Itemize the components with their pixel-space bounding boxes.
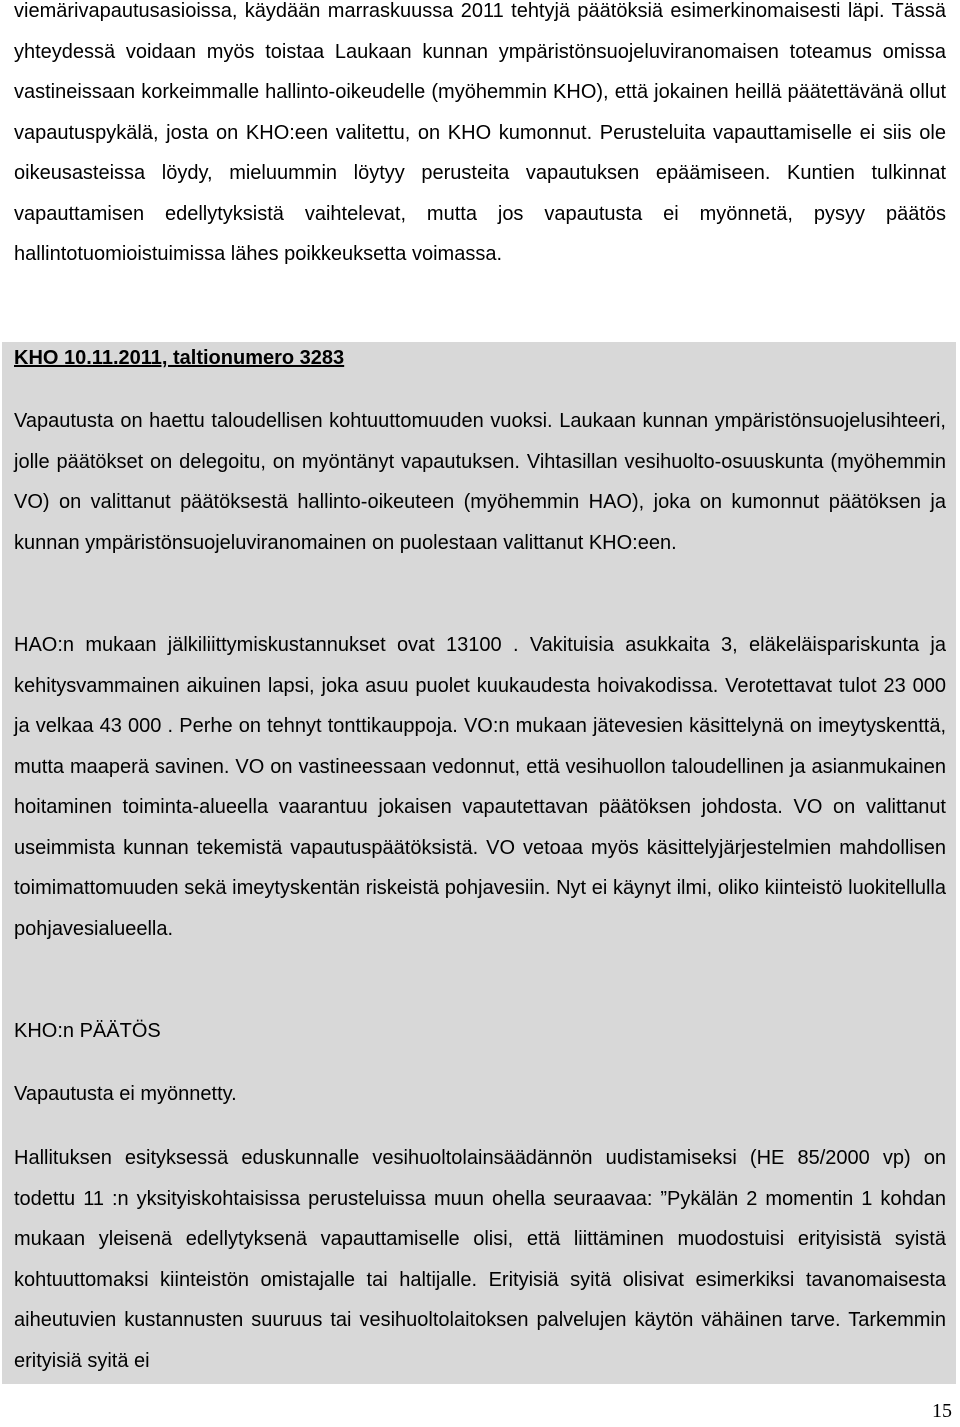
page-number: 15 <box>932 1400 952 1422</box>
intro-paragraph: viemärivapautusasioissa, käydään marraskuussa 2011 tehtyjä päätöksiä esimerkinomaisesti läpi. Tässä yhteydessä voidaan myös toistaa Laukaan kunnan ympäristönsuojeluviranomaisen toteamus omissa vastineissaan korkeimmalle hallinto-oikeudelle (myöhemmin KHO), että jokainen heillä päätettävänä ollut vapautuspykälä, josta on KHO:een valitettu, on KHO kumonnut. Perusteluita vapauttamiselle ei siis ole oikeusasteissa löydy, mieluummin löytyy perusteita vapautuksen epäämiseen. Kuntien tulkinnat vapauttamisen edellytyksistä vaihtelevat, mutta jos vapautusta ei myönnetä, pysyy päätös hallintotuomioistuimissa lähes poikkeuksetta voimassa. <box>14 0 946 265</box>
case-paragraph-2: HAO:n mukaan jälkiliittymiskustannukset ovat 13100 . Vakituisia asukkaita 3, eläkeläispariskunta ja kehitysvammainen aikuinen lapsi, joka asuu puolet kuukaudesta hoivakodissa. Verotettavat tulot 23 000 ja velkaa 43 000 . Perhe on tehnyt tonttikauppoja. VO:n mukaan jätevesien käsittelynä on imeytyskenttä, mutta maaperä savinen. VO on vastineessaan vedonnut, että vesihuollon taloudellinen ja asianmukainen hoitaminen toiminta-alueella vaarantuu jokaisen vapautettavan päätöksen johdosta. VO on valittanut useimmista kunnan tekemistä vapautuspäätöksistä. VO vetoaa myös käsittelyjärjestelmien mahdollisen toimimattomuuden sekä imeytyskentän riskeistä pohjavesiin. Nyt ei käynyt ilmi, oliko kiinteistö luokitellulla pohjavesialueella. <box>14 634 946 940</box>
decision-label: KHO:n PÄÄTÖS <box>14 1020 161 1042</box>
case-paragraph-1: Vapautusta on haettu taloudellisen kohtuuttomuuden vuoksi. Laukaan kunnan ympäristönsuojelusihteeri, jolle päätökset on delegoitu, on myöntänyt vapautuksen. Vihtasillan vesihuolto-osuuskunta (myöhemmin VO) on valittanut päätöksestä hallinto-oikeuteen (myöhemmin HAO), joka on kumonnut päätöksen ja kunnan ympäristönsuojeluviranomainen on puolestaan valittanut KHO:een. <box>14 410 946 554</box>
case-heading: KHO 10.11.2011, taltionumero 3283 <box>14 347 345 369</box>
case-paragraph-3: Hallituksen esityksessä eduskunnalle vesihuoltolainsäädännön uudistamiseksi (HE 85/2000 vp) on todettu 11 :n yksityiskohtaisissa perusteluissa muun ohella seuraavaa: ”Pykälän 2 momentin 1 kohdan mukaan yleisenä edellytyksenä vapauttamiselle olisi, että liittäminen muodostuisi erityisistä syistä kohtuuttomaksi kiinteistön omistajalle tai haltijalle. Erityisiä syitä olisivat esimerkiksi tavanomaisesta aiheutuvien kustannusten suuruus tai vesihuoltolaitoksen palvelujen käytön vähäinen tarve. Tarkemmin erityisiä syitä ei <box>14 1147 946 1372</box>
decision-text: Vapautusta ei myönnetty. <box>14 1083 237 1105</box>
